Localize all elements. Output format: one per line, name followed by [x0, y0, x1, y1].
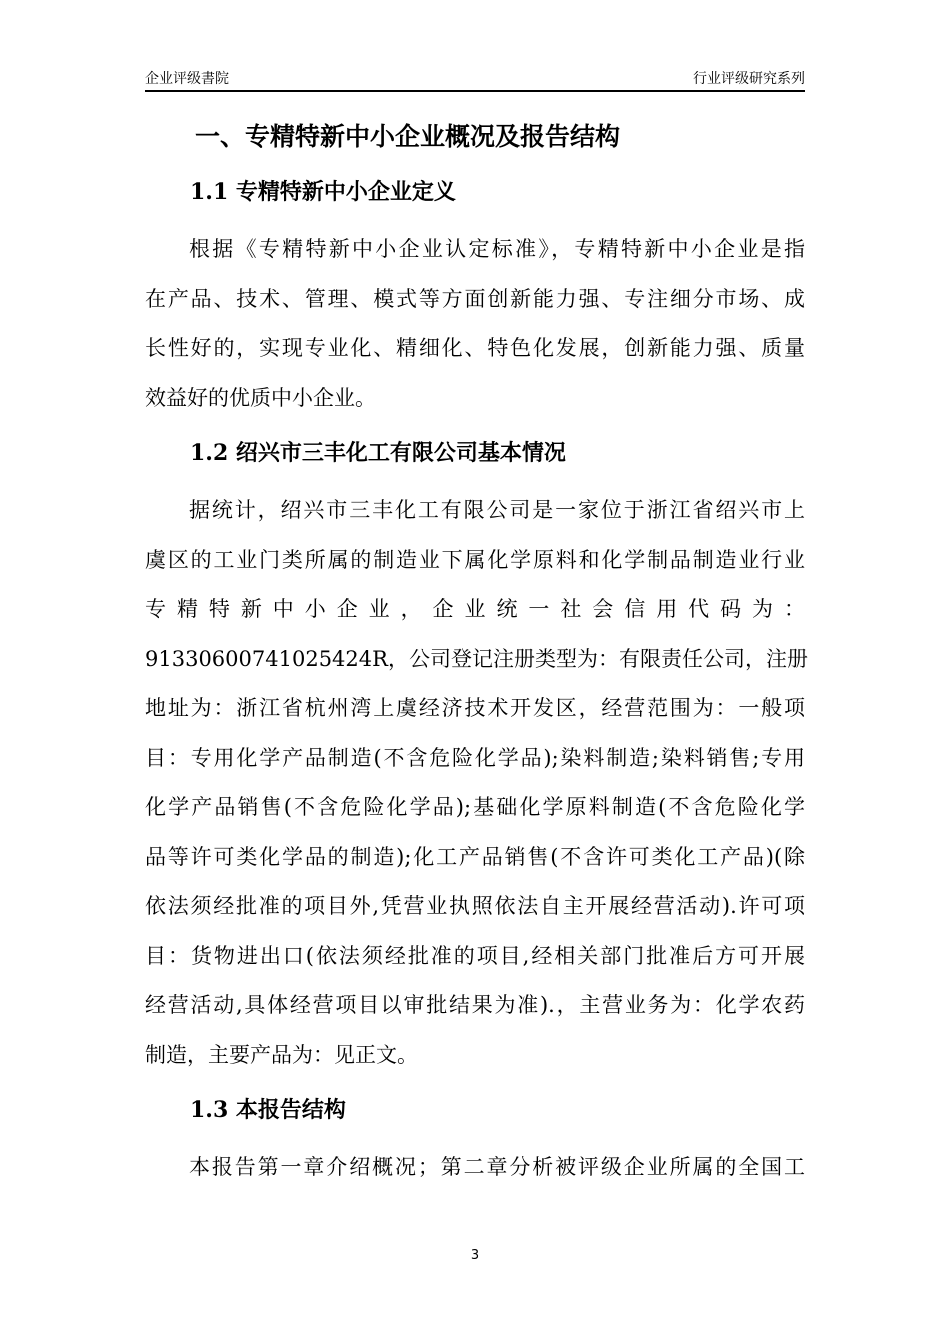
- text-line: 效益好的优质中小企业。: [145, 385, 376, 410]
- header-left: 企业评级書院: [145, 71, 229, 87]
- section-heading: 1.3 本报告结构: [190, 1097, 346, 1123]
- text-line: 依法须经批准的项目外,凭营业执照依法自主开展经营活动).许可项: [145, 894, 805, 918]
- text-line: 根据《专精特新中小企业认定标准》，专精特新中小企业是指: [189, 237, 805, 261]
- text-line: 经营活动,具体经营项目以审批结果为准).，主营业务为：化学农药: [145, 993, 805, 1017]
- text-line: 目：专用化学产品制造(不含危险化学品);染料制造;染料销售;专用: [145, 745, 805, 770]
- page-header: [145, 68, 805, 92]
- page-body: [145, 112, 808, 1193]
- text-line: 目：货物进出口(依法须经批准的项目,经相关部门批准后方可开展: [145, 943, 805, 968]
- text-line: 化学产品销售(不含危险化学品);基础化学原料制造(不含危险化学: [145, 795, 805, 819]
- text-line: 制造，主要产品为：见正文。: [145, 1042, 418, 1067]
- text-line: 虞区的工业门类所属的制造业下属化学原料和化学制品制造业行业: [145, 547, 805, 572]
- text-line: 长性好的，实现专业化、精细化、特色化发展，创新能力强、质量: [145, 336, 805, 360]
- text-line: 地址为：浙江省杭州湾上虞经济技术开发区，经营范围为：一般项: [145, 696, 805, 720]
- text-line: 专精特新中小企业，企业统一社会信用代码为：: [145, 597, 805, 621]
- text-line: 品等许可类化学品的制造);化工产品销售(不含许可类化工产品)(除: [145, 844, 805, 869]
- text-line: 本报告第一章介绍概况；第二章分析被评级企业所属的全国工: [189, 1155, 805, 1179]
- section-heading: 1.2 绍兴市三丰化工有限公司基本情况: [190, 440, 566, 466]
- text-line: 据统计，绍兴市三丰化工有限公司是一家位于浙江省绍兴市上: [189, 498, 805, 522]
- text-line: 91330600741025424R，公司登记注册类型为：有限责任公司，注册: [145, 646, 808, 671]
- paragraph: [145, 1143, 805, 1193]
- section-heading: 1.1 专精特新中小企业定义: [190, 179, 456, 205]
- header-right: 行业评级研究系列: [693, 71, 805, 87]
- chapter-title: 一、专精特新中小企业概况及报告结构: [195, 122, 621, 151]
- sections: [145, 172, 808, 1193]
- paragraph: [145, 225, 805, 423]
- paragraph: [145, 486, 808, 1080]
- page-number: 3: [470, 1248, 480, 1263]
- text-line: 在产品、技术、管理、模式等方面创新能力强、专注细分市场、成: [145, 286, 805, 311]
